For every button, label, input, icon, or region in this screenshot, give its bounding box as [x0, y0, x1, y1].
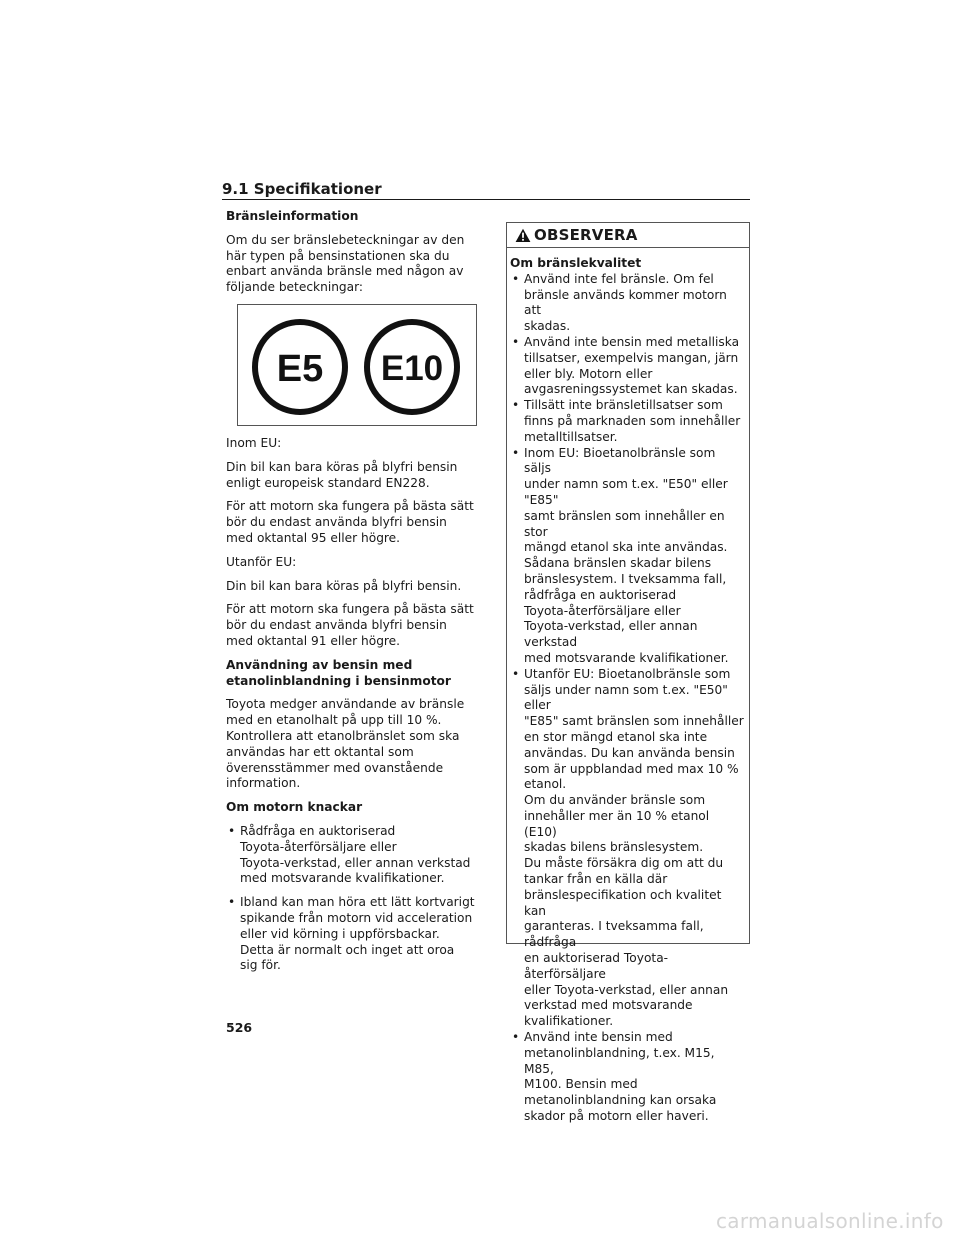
intro-text: Om du ser bränslebeteckningar av den här typen på bensinstationen ska du enbart använda bränsle med någon av följande beteckningar:	[226, 232, 465, 295]
list-item-line: skadas bilens bränslesystem.	[524, 840, 704, 855]
ethanol-text: Toyota medger användande av bränsle med en etanolhalt på upp till 10 %. Kontrollera att etanolbränslet som ska användas har ett oktantal som överensstämmer med ovanstående information.	[226, 697, 465, 791]
warning-list	[510, 272, 745, 1125]
list-item	[510, 1030, 745, 1125]
list-item-line: bränslesystem. I tveksamma fall,	[524, 571, 727, 586]
list-item-line: kvalifikationer.	[524, 1014, 614, 1029]
list-item-line: "E85" samt bränslen som innehåller	[524, 714, 744, 729]
list-item-line: garanteras. I tveksamma fall, rådfråga	[524, 919, 704, 950]
list-item	[510, 272, 745, 335]
list-item-line: innehåller mer än 10 % etanol (E10)	[524, 808, 710, 839]
list-item-line: • Ibland kan man höra ett lätt kortvarigt	[240, 895, 475, 910]
list-item-line: avgasreningssystemet kan skadas.	[524, 382, 738, 397]
outside-eu-fuel-text: Din bil kan bara köras på blyfri bensin.	[226, 578, 462, 593]
header-rule	[222, 199, 750, 200]
list-item-line: M100. Bensin med	[524, 1077, 638, 1092]
list-item-line: Om du använder bränsle som	[524, 793, 706, 808]
page-number: 526	[226, 1020, 253, 1035]
fuel-label-text: E5	[276, 347, 324, 390]
list-item-line: tillsatser, exempelvis mangan, järn	[524, 350, 739, 365]
list-item-line: med motsvarande kvalifikationer.	[240, 871, 445, 886]
list-item-line: Detta är normalt och inget att oroa	[240, 942, 455, 957]
list-item-line: tankar från en källa där	[524, 872, 668, 887]
list-item-line: rådfråga en auktoriserad	[524, 587, 677, 602]
outside-eu-label: Utanför EU:	[226, 554, 297, 569]
warning-title: OBSERVERA	[534, 226, 638, 244]
warning-box	[506, 222, 750, 1124]
outside-eu-octane-text: För att motorn ska fungera på bästa sätt bör du endast använda blyfri bensin med oktantal 91 eller högre.	[226, 602, 474, 648]
list-item-line: sig för.	[240, 958, 281, 973]
list-item-line: Toyota-återförsäljare eller	[240, 839, 397, 854]
list-item-line: Toyota-verkstad, eller annan verkstad	[240, 855, 471, 870]
fuel-label-figure	[237, 304, 477, 426]
eu-label: Inom EU:	[226, 435, 282, 450]
list-item-line: användas. Du kan använda bensin	[524, 745, 735, 760]
list-item	[226, 895, 476, 974]
list-item-line: • Använd inte bensin med metalliska	[524, 334, 740, 349]
list-item-line: • Inom EU: Bioetanolbränsle som säljs	[524, 445, 716, 476]
list-item-line: spikande från motorn vid acceleration	[240, 910, 473, 925]
warning-subheading: Om bränslekvalitet	[510, 256, 642, 270]
list-item-line: • Använd inte bensin med	[524, 1030, 673, 1045]
list-item-line: • Utanför EU: Bioetanolbränsle som	[524, 666, 731, 681]
list-item-line: etanol.	[524, 777, 567, 792]
list-item-line: under namn som t.ex. "E50" eller "E85"	[524, 477, 728, 507]
warning-header	[507, 223, 749, 248]
watermark: carmanualsonline.info	[716, 1209, 944, 1233]
list-item-line: skador på motorn eller haveri.	[524, 1109, 709, 1124]
warning-icon	[515, 228, 531, 243]
list-item-line: • Använd inte fel bränsle. Om fel	[524, 271, 714, 286]
list-item-line: med motsvarande kvalifikationer.	[524, 650, 729, 665]
section-title: 9.1 Specifikationer	[222, 180, 382, 198]
list-item	[510, 398, 745, 445]
list-item-line: metanolinblandning, t.ex. M15, M85,	[524, 1045, 715, 1076]
list-item-line: eller Toyota-verkstad, eller annan	[524, 982, 729, 997]
list-item-line: Sådana bränslen skadar bilens	[524, 556, 712, 571]
list-item-line: säljs under namn som t.ex. "E50" eller	[524, 682, 728, 713]
list-item-line: bränsle används kommer motorn att	[524, 287, 727, 318]
list-item	[510, 335, 745, 398]
list-item-line: eller bly. Motorn eller	[524, 366, 653, 381]
fuel-label-e10	[367, 322, 457, 412]
list-item	[510, 446, 745, 667]
list-item-line: Du måste försäkra dig om att du	[524, 856, 724, 871]
heading-ethanol: Användning av bensin med etanolinblandning i bensinmotor	[226, 657, 451, 688]
list-item-line: • Rådfråga en auktoriserad	[240, 823, 396, 838]
list-item-line: som är uppblandad med max 10 %	[524, 761, 739, 776]
list-item-line: • Tillsätt inte bränsletillsatser som	[524, 398, 723, 413]
list-item-line: eller vid körning i uppförsbackar.	[240, 926, 440, 941]
list-item-line: Toyota-återförsäljare eller	[524, 603, 681, 618]
list-item	[510, 667, 745, 1030]
list-item-line: en stor mängd etanol ska inte	[524, 729, 708, 744]
heading-fuel-info: Bränsleinformation	[226, 209, 359, 223]
list-item-line: Toyota-verkstad, eller annan verkstad	[524, 619, 698, 650]
list-item-line: bränslespecifikation och kvalitet kan	[524, 887, 722, 918]
left-column	[226, 209, 476, 982]
list-item-line: finns på marknaden som innehåller	[524, 413, 741, 428]
heading-engine-knock: Om motorn knackar	[226, 800, 363, 815]
list-item-line: mängd etanol ska inte användas.	[524, 540, 728, 555]
list-item-line: en auktoriserad Toyota-återförsäljare	[524, 951, 669, 981]
fuel-label-text: E10	[380, 348, 444, 388]
list-item-line: metalltillsatser.	[524, 429, 618, 444]
list-item-line: metanolinblandning kan orsaka	[524, 1093, 717, 1108]
eu-fuel-text: Din bil kan bara köras på blyfri bensin enligt europeisk standard EN228.	[226, 459, 458, 490]
eu-octane-text: För att motorn ska fungera på bästa sätt bör du endast använda blyfri bensin med oktantal 95 eller högre.	[226, 499, 474, 545]
list-item-line: samt bränslen som innehåller en stor	[524, 508, 725, 539]
engine-knock-list	[226, 824, 476, 974]
list-item-line: verkstad med motsvarande	[524, 998, 693, 1013]
list-item-line: skadas.	[524, 319, 571, 334]
list-item	[226, 824, 476, 887]
fuel-label-e5	[255, 322, 345, 412]
